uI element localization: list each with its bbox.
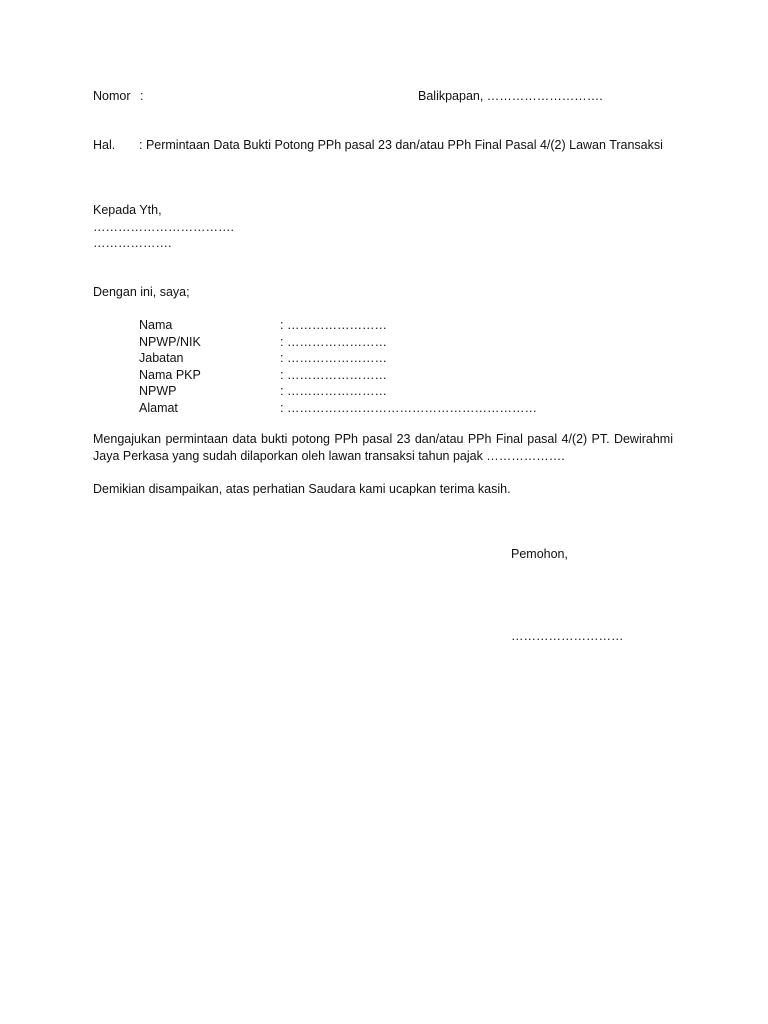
field-row-alamat xyxy=(139,400,537,417)
field-value: : …………………… xyxy=(280,318,387,332)
request-paragraph: Mengajukan permintaan data bukti potong PPh pasal 23 dan/atau PPh Final pasal 4/(2) PT. Dewirahmi Jaya Perkasa yang sudah dilaporkan oleh lawan transaksi tahun pajak ………………. xyxy=(93,432,673,463)
field-label: Nama xyxy=(139,318,173,332)
city-date: Balikpapan, ………………………. xyxy=(418,89,603,103)
field-row-jabatan xyxy=(139,350,537,367)
field-row-nama xyxy=(139,317,537,334)
closing-text: Demikian disampaikan, atas perhatian Saudara kami ucapkan terima kasih. xyxy=(93,482,511,496)
nomor-label: Nomor xyxy=(93,89,131,103)
field-label: Jabatan xyxy=(139,351,184,365)
field-row-npwp-nik xyxy=(139,334,537,351)
nomor-colon: : xyxy=(140,89,144,103)
signature-name-line: ……………………… xyxy=(511,629,624,643)
intro-text: Dengan ini, saya; xyxy=(93,285,190,299)
recipient-line-2: ………………. xyxy=(93,236,172,250)
field-label: Nama PKP xyxy=(139,367,201,382)
field-label: NPWP xyxy=(139,384,177,398)
applicant-fields xyxy=(139,317,537,416)
recipient-line-1: ……………………………. xyxy=(93,219,234,234)
subject-line xyxy=(93,137,693,153)
field-row-npwp xyxy=(139,383,537,400)
subject-label: Hal. xyxy=(93,138,116,152)
field-label: Alamat xyxy=(139,400,178,415)
field-value: : …………………… xyxy=(280,367,387,382)
nomor-line xyxy=(93,88,143,104)
recipient-greeting: Kepada Yth, xyxy=(93,203,162,217)
field-value: : …………………… xyxy=(280,384,387,398)
field-label: NPWP/NIK xyxy=(139,334,201,349)
field-row-nama-pkp xyxy=(139,367,537,384)
field-value: : …………………………………………………… xyxy=(280,400,537,415)
field-value: : …………………… xyxy=(280,351,387,365)
field-value: : …………………… xyxy=(280,334,387,349)
recipient-block xyxy=(93,202,234,252)
signature-label: Pemohon, xyxy=(511,547,568,561)
subject-text: : Permintaan Data Bukti Potong PPh pasal 23 dan/atau PPh Final Pasal 4/(2) Lawan Transaksi xyxy=(139,138,663,152)
